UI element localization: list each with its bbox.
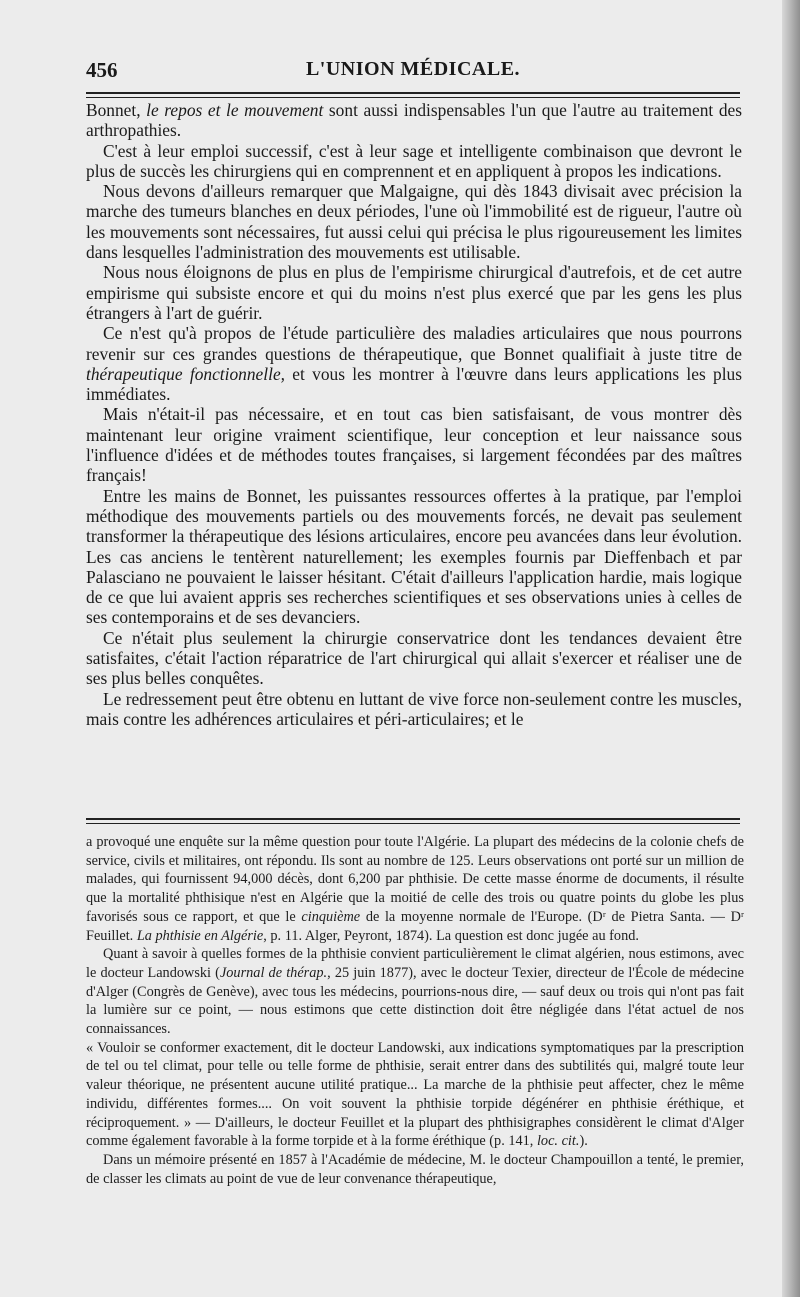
paragraph: Bonnet, le repos et le mouvement sont aussi indispensables l'un que l'autre au traitement des arthropathies. <box>86 100 742 141</box>
footnotes <box>86 833 744 1188</box>
page-number: 456 <box>86 58 118 82</box>
header-rule <box>86 92 740 94</box>
header-rule-thin <box>86 97 740 98</box>
footnote-paragraph: Quant à savoir à quelles formes de la phthisie convient particulièrement le climat algérien, nous estimons, avec le docteur Landowski (Journal de thérap., 25 juin 1877), avec le docteur Texier, directeur de l'École de médecine d'Alger (Congrès de Genève), avec tous les médecins, pourrions-nous dire, — sauf deux ou trois qui n'ont pas fait la lumière sur ce point, — nous estimons que cette distinction doit être négligée dans l'état actuel de nos connaissances. <box>86 946 744 1038</box>
running-header <box>86 58 740 84</box>
paragraph: Nous devons d'ailleurs remarquer que Malgaigne, qui dès 1843 divisait avec précision la marche des tumeurs blanches en deux périodes, l'une où l'immobilité est de rigueur, l'autre où les mouvements sont nécessaires, fut aussi celui qui précisa le plus rigoureusement les limites dans lesquelles l'administration des mouvements est utilisable. <box>86 181 742 263</box>
footnote-quote: « Vouloir se conformer exactement, dit le docteur Landowski, aux indications symptomatiques par la prescription de tel ou tel climat, pour telle ou telle forme de phthisie, serait entrer dans des subtilités qui, malgré toute leur valeur théorique, ne présentent aucune utilité pratique... La marche de la phthisie peut affecter, chez le même individu, différentes formes.... On voit souvent la phthisie torpide dégénérer en phthisie éréthique, et réciproquement. » — D'ailleurs, le docteur Feuillet et la plupart des phthisigraphes considèrent le climat d'Alger comme également favorable à la forme torpide et à la forme éréthique (p. 141, loc. cit.). <box>86 1039 744 1150</box>
paragraph: Ce n'est qu'à propos de l'étude particulière des maladies articulaires que nous pourrons revenir sur ces grandes questions de thérapeutique, que Bonnet qualifiait à juste titre de thérapeutique fonctionnelle, et vous les montrer à l'œuvre dans leurs applications les plus immédiates. <box>86 323 743 405</box>
paragraph: Le redressement peut être obtenu en luttant de vive force non-seulement contre les muscles, mais contre les adhérences articulaires et péri-articulaires; et le <box>86 688 742 729</box>
footnote-rule <box>86 818 740 820</box>
footnote-paragraph: a provoqué une enquête sur la même question pour toute l'Algérie. La plupart des médecins de la colonie chefs de service, civils et militaires, ont répondu. Ils sont au nombre de 125. Leurs observations ont porté sur un million de malades, qui fournissent 94,000 décès, dont 6,200 par phthisie. De cette masse énorme de documents, il résulte que la mortalité phthisique n'est en Algérie que la moitié de celle des trois ou quatre points du globe les plus favorisés sous ce rapport, et que le cinquième de la moyenne normale de l'Europe. (Dʳ de Pietra Santa. — Dʳ Feuillet. La phthisie en Algérie, p. 11. Alger, Peyront, 1874). La question est donc jugée au fond. <box>86 834 745 944</box>
paragraph: C'est à leur emploi successif, c'est à leur sage et intelligente combinaison que devront le plus de succès les chirurgiens qui en comprennent et en appliquent à propos les indications. <box>86 140 742 181</box>
paragraph: Mais n'était-il pas nécessaire, et en tout cas bien satisfaisant, de vous montrer dès maintenant leur origine vraiment scientifique, leur conception et leur naissance sous l'influence d'idées et de méthodes toutes françaises, si largement fécondées par des maîtres français! <box>86 404 742 486</box>
running-title: L'UNION MÉDICALE. <box>305 58 521 80</box>
paragraph: Ce n'était plus seulement la chirurgie conservatrice dont les tendances devaient être satisfaites, c'était l'action réparatrice de l'art chirurgical qui allait s'exercer et réaliser une de ses plus belles conquêtes. <box>86 627 742 689</box>
footnote-rule-thin <box>86 823 740 824</box>
footnote-paragraph: Dans un mémoire présenté en 1857 à l'Académie de médecine, M. le docteur Champouillon a tenté, le premier, de classer les climats au point de vue de leur convenance thérapeutique, <box>86 1151 744 1187</box>
main-text <box>86 100 742 729</box>
paragraph: Nous nous éloignons de plus en plus de l'empirisme chirurgical d'autrefois, et de cet autre empirisme qui subsiste encore et qui du moins n'est plus exercé que par les gens les plus étrangers à l'art de guérir. <box>86 262 742 323</box>
paragraph: Entre les mains de Bonnet, les puissantes ressources offertes à la pratique, par l'emploi méthodique des mouvements partiels ou des mouvements forcés, ne devait pas seulement transformer la thérapeutique des lésions articulaires, encore peu avancées dans leur évolution. Les cas anciens le tentèrent naturellement; les exemples fournis par Dieffenbach et par Palasciano ne pouvaient le laisser hésitant. C'était d'ailleurs l'application hardie, mais logique de ce que lui avaient appris ses recherches scientifiques et ses observations unies à celles de ses contemporains et de ses devanciers. <box>86 485 742 628</box>
page-gutter <box>782 0 800 1297</box>
